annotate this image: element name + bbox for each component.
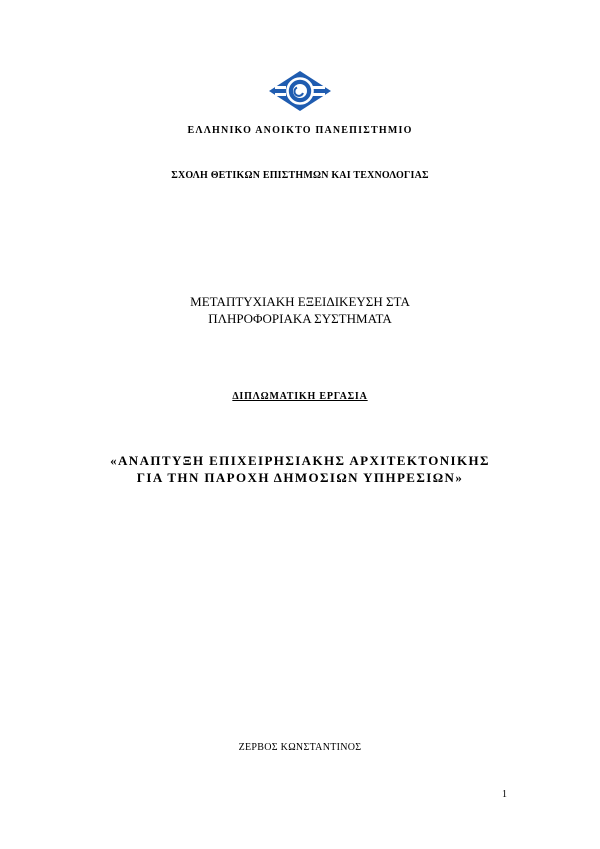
author-name: ΖΕΡΒΟΣ ΚΩΝΣΤΑΝΤΙΝΟΣ [238, 742, 362, 753]
university-name: ΕΛΛΗΝΙΚΟ ΑΝΟΙΚΤΟ ΠΑΝΕΠΙΣΤΗΜΙΟ [187, 125, 413, 136]
page-number: 1 [502, 789, 507, 800]
program-name-line-2: ΠΛΗΡΟΦΟΡΙΑΚΑ ΣΥΣΤΗΜΑΤΑ [208, 311, 392, 326]
school-name: ΣΧΟΛΗ ΘΕΤΙΚΩΝ ΕΠΙΣΤΗΜΩΝ ΚΑΙ ΤΕΧΝΟΛΟΓΙΑΣ [171, 170, 429, 181]
thesis-title [0, 452, 600, 486]
thesis-title-line-1: «ΑΝΑΠΤΥΞΗ ΕΠΙΧΕΙΡΗΣΙΑΚΗΣ ΑΡΧΙΤΕΚΤΟΝΙΚΗΣ [110, 453, 490, 468]
program-name-line-1: ΜΕΤΑΠΤΥΧΙΑΚΗ ΕΞΕΙΔΙΚΕΥΣΗ ΣΤΑ [190, 294, 410, 309]
program-name [0, 293, 600, 327]
university-emblem-icon [268, 70, 332, 112]
thesis-title-line-2: ΓΙΑ ΤΗΝ ΠΑΡΟΧΗ ΔΗΜΟΣΙΩΝ ΥΠΗΡΕΣΙΩΝ» [136, 470, 464, 485]
document-type: ΔΙΠΛΩΜΑΤΙΚΗ ΕΡΓΑΣΙΑ [232, 391, 368, 402]
